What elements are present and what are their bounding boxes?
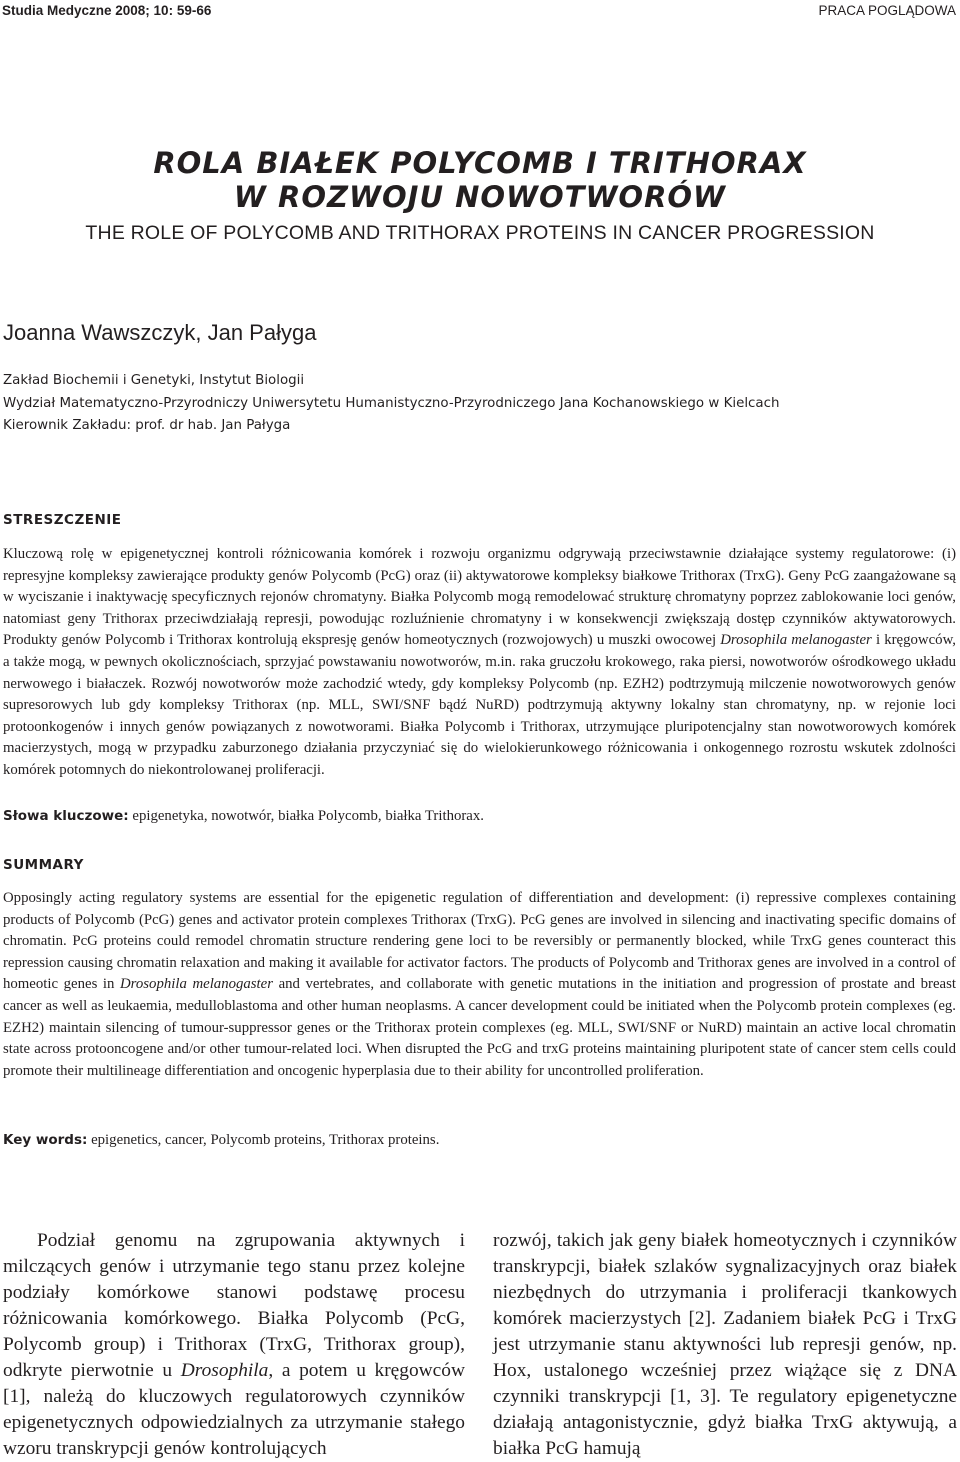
affiliation-line-1: Zakład Biochemii i Genetyki, Instytut Biologii <box>3 373 305 388</box>
slowa-kluczowe-text: epigenetyka, nowotwór, białka Polycomb, białka Trithorax. <box>128 808 484 824</box>
title-block <box>0 146 960 245</box>
streszczenie-organism: Drosophila melanogaster <box>720 632 872 649</box>
summary-text-part-1: Opposingly acting regulatory systems are essential for the epigenetic regulation of differentiation and development: (i) repressive complexes containing products of Polycomb (PcG) genes and activator protein complexes Trithorax (TrxG). PcG genes are involved in silencing and inactivating specific domains of chromatin. PcG proteins could remodel chromatin structure rendering gene loci to be reversibly or permanently blocked, while TrxG genes counteract this repression causing chromatin relaxation and making it available for activator factors. The products of Polycomb and Trithorax genes are involved in a control of homeotic genes in <box>3 890 956 993</box>
affiliation-line-2: Wydział Matematyczno-Przyrodniczy Uniwersytetu Humanistyczno-Przyrodniczego Jana Kochanowskiego w Kielcach <box>3 395 780 411</box>
streszczenie-text-part-2: i kręgowców, a także mogą, w pewnych okolicznościach, sprzyjać powstawaniu nowotworów, m.in. raka gruczołu krokowego, raka piersi, nowotworów ośrodkowego układu nerwowego i białaczek. Rozwój nowotworów może zachodzić wtedy, gdy kompleksy Polycomb (np. EZH2) podtrzymują milczenie nowotworowych genów supresorowych lub gdy kompleksy Trithorax (np. MLL, SWI/SNF bądź NuRD) podtrzymują aktywny lokalny stan chromatyny, np. w rejonie loci protoonkogenów i innych genów powiązanych z nowotworami. Białka Polycomb i Trithorax, utrzymujące pluripotencjalny stan nowotworowych komórek macierzystych, mogą w przypadku zaburzonego działania przyczyniać się do wielokierunkowego różnicowania i onkogennego rozrostu wskutek zdolności komórek potomnych do niekontrolowanej proliferacji. <box>3 632 956 778</box>
body-left-part-1: Podział genomu na zgrupowania aktywnych i milczących genów i utrzymanie tego stanu przez kolejne podziały komórkowe stanowi podstawę procesu różnicowania komórkowego. Białka Polycomb (PcG, Polycomb group) i Trithorax (TrxG, Trithorax group), odkryte pierwotnie u <box>3 1230 465 1381</box>
title-english: THE ROLE OF POLYCOMB AND TRITHORAX PROTEINS IN CANCER PROGRESSION <box>85 222 875 244</box>
affiliation-line-3: Kierownik Zakładu: prof. dr hab. Jan Pałyga <box>3 418 291 433</box>
summary-heading: SUMMARY <box>3 857 84 873</box>
slowa-kluczowe <box>3 808 484 825</box>
title-polish-line-1: ROLA BIAŁEK POLYCOMB I TRITHORAX <box>153 146 807 180</box>
key-words-label: Key words: <box>3 1132 88 1148</box>
body-left-part-2: , a potem u kręgowców [1], należą do kluczowych regulatorowych czynników epigenetycznych odpowiedzialnych za utrzymanie stałego wzoru transkrypcji genów kontrolujących <box>3 1360 465 1459</box>
slowa-kluczowe-label: Słowa kluczowe: <box>3 808 129 824</box>
body-column-right: rozwój, takich jak geny białek homeotycznych i czynników transkrypcji, białek szlaków sygnalizacyjnych oraz białek niezbędnych do utrzymania i proliferacji tkankowych komórek macierzystych [2]. Zadaniem białek PcG i TrxG jest utrzymanie stanu aktywności lub represji genów, np. Hox, ustalonego wcześniej przez wiążące się z DNA czynniki transkrypcji [1, 3]. Te regulatory epigenetyczne działają antagonistycznie, gdyż białka TrxG aktywują, a białka PcG hamują <box>493 1230 957 1459</box>
summary-organism: Drosophila melanogaster <box>120 976 273 993</box>
summary-text <box>3 888 956 1082</box>
affiliation <box>3 370 779 438</box>
key-words <box>3 1132 439 1149</box>
title-polish <box>0 146 960 214</box>
journal-citation: Studia Medyczne 2008; 10: 59-66 <box>2 3 212 18</box>
body-left-organism: Drosophila <box>180 1360 269 1381</box>
authors: Joanna Wawszczyk, Jan Pałyga <box>3 320 317 345</box>
streszczenie-heading: STRESZCZENIE <box>3 512 122 528</box>
streszczenie-text-part-1: Kluczową rolę w epigenetycznej kontroli różnicowania komórek i rozwoju organizmu odgrywają przeciwstawnie działające systemy regulatorowe: (i) represyjne kompleksy zawierające produkty genów Polycomb (PcG) oraz (ii) aktywatorowe kompleksy białkowe Trithorax (TrxG). Geny PcG zaangażowane są w wyciszanie i inaktywację specyficznych rejonów chromatyny. Białka Polycomb mogą remodelować strukturę chromatyny poprzez zablokowanie loci genów, natomiast geny Trithorax przeciwdziałają represji, powodując rozluźnienie chromatyny i w konsekwencji zwiększają dostęp czynników aktywatorowych. Produkty genów Polycomb i Trithorax kontrolują ekspresję genów homeotycznych (rozwojowych) u muszki owocowej <box>3 546 956 649</box>
key-words-text: epigenetics, cancer, Polycomb proteins, Trithorax proteins. <box>87 1132 440 1148</box>
body-column-left <box>3 1228 465 1462</box>
title-polish-line-2: W ROZWOJU NOWOTWORÓW <box>233 180 727 214</box>
streszczenie-text <box>3 544 956 782</box>
summary-text-part-2: and vertebrates, and collaborate with genetic mutations in the initiation and progression of prostate and breast cancer as well as leukaemia, medulloblastoma and other human neoplasms. A cancer development could be initiated when the Polycomb protein complexes (eg. EZH2) maintain silencing of tumour-suppressor genes or the Trithorax protein complexes (eg. MLL, SWI/SNF or NuRD) maintain an active local chromatin state across protooncogene and/or other tumour-related loci. When disrupted the PcG and trxG proteins maintaining pluripotent state of cancer stem cells could promote their multilineage differentiation and oncogenic hyperplasia due to their ability for uncontrolled proliferation. <box>3 976 956 1079</box>
article-type: PRACA POGLĄDOWA <box>818 3 956 18</box>
